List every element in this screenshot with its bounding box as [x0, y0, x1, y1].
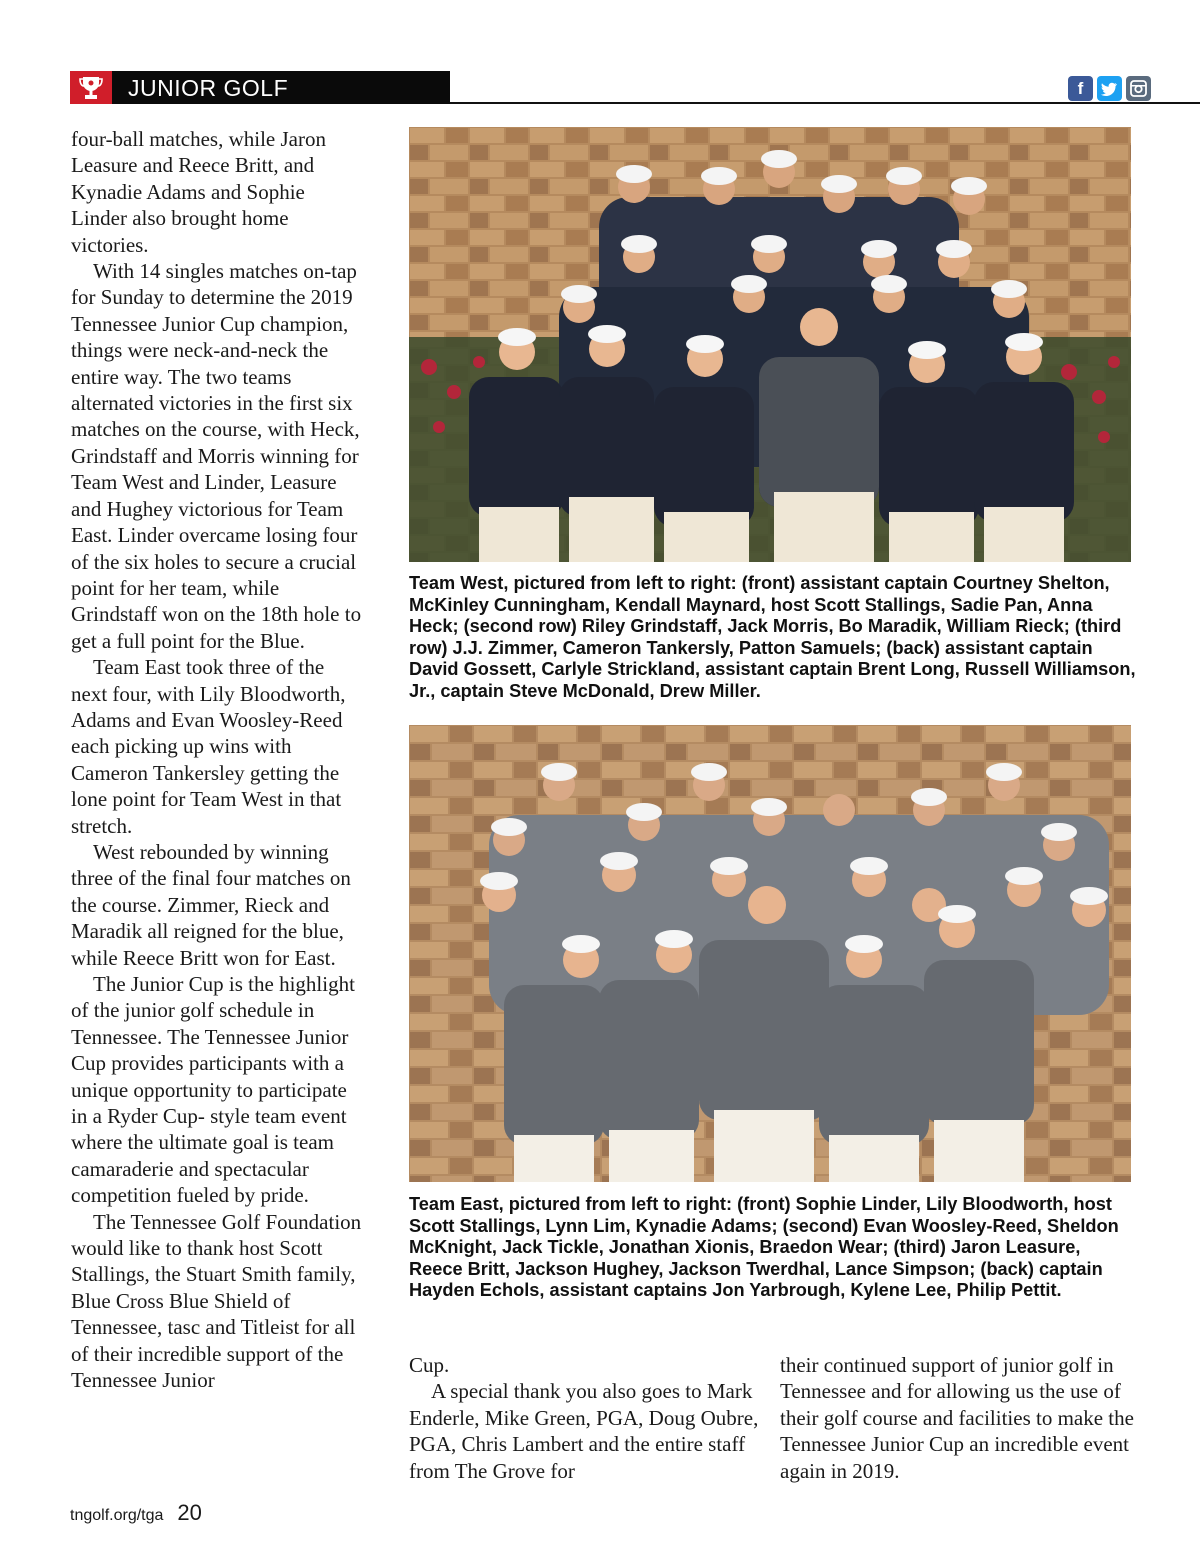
paragraph: West rebounded by winning three of the final four matches on the course. Zimmer, Rieck and Maradik all reigned for the blue, while Reece Britt won for East. — [71, 839, 351, 970]
paragraph: The Junior Cup is the highlight of the junior golf schedule in Tennessee. The Tennessee Junior Cup provides participants with a unique opportunity to participate in a Ryder Cup- style team event where the ultimate goal is team camaraderie and spectacular competition fueled by pride. — [71, 972, 355, 1208]
paragraph: Team East took three of the next four, with Lily Bloodworth, Adams and Evan Woosley-Reed each picking up wins with Cameron Tankersley getting the lone point for Team West in that stretch. — [71, 655, 346, 838]
paragraph: With 14 singles matches on-tap for Sunday to determine the 2019 Tennessee Junior Cup champion, things were neck-and-neck the entire way. The two teams alternated victories in the first six matches on the course, with Heck, Grindstaff and Morris winning for Team West and Linder, Leasure and Hughey victorious for Team East. Linder overcame losing four of the six holes to secure a crucial point for her team, while Grindstaff won on the 18th hole to get a full point for the Blue. — [71, 259, 362, 653]
instagram-icon[interactable] — [1126, 76, 1151, 101]
footer-url[interactable]: tngolf.org/tga — [70, 1507, 164, 1524]
paragraph: their continued support of junior golf in Tennessee and for allowing us the use of their golf course and facilities to make the Tennessee Junior Cup an incredible event again in 2019. — [780, 1353, 1134, 1483]
paragraph: The Tennessee Golf Foundation would like to thank host Scott Stallings, the Stuart Smith family, Blue Cross Blue Shield of Tennessee, tasc and Titleist for all of their incredible support of the Tennessee Junior — [71, 1209, 362, 1393]
header-rule — [450, 102, 1200, 104]
twitter-icon[interactable] — [1097, 76, 1122, 101]
social-links — [1068, 76, 1151, 101]
article-left-column — [71, 126, 363, 1394]
trophy-icon — [70, 71, 112, 104]
page-number: 20 — [177, 1500, 202, 1525]
page-footer — [70, 1500, 202, 1526]
team-west-photo — [409, 127, 1131, 562]
facebook-icon[interactable]: f — [1068, 76, 1093, 101]
paragraph: four-ball matches, while Jaron Leasure and Reece Britt, and Kynadie Adams and Sophie Linder also brought home victories. — [71, 127, 326, 257]
paragraph: Cup. — [409, 1353, 450, 1377]
article-right-column — [780, 1352, 1140, 1484]
team-east-caption: Team East, pictured from left to right: (front) Sophie Linder, Lily Bloodworth, host Scott Stallings, Lynn Lim, Kynadie Adams; (second) Evan Woosley-Reed, Sheldon McKnight, Jack Tickle, Jonathan Xionis, Braedon Wear; (third) Jaron Leasure, Reece Britt, Jackson Hughey, Jackson Twerdhal, Lance Simpson; (back) captain Hayden Echols, assistant captains Jon Yarbrough, Kylene Lee, Philip Pettit. — [409, 1194, 1119, 1301]
team-west-caption: Team West, pictured from left to right: (front) assistant captain Courtney Shelton, McKinley Cunningham, Kendall Maynard, host Scott Stallings, Sadie Pan, Anna Heck; (second row) Riley Grindstaff, Jack Morris, Bo Maradik, William Rieck; (third row) J.J. Zimmer, Cameron Tankersly, Patton Samuels; (back) assistant captain David Gossett, Carlyle Strickland, assistant captain Brent Long, Russell Williamson, Jr., captain Steve McDonald, Drew Miller. — [409, 573, 1136, 701]
team-east-photo — [409, 725, 1131, 1182]
article-middle-column — [409, 1352, 759, 1484]
paragraph: A special thank you also goes to Mark Enderle, Mike Green, PGA, Doug Oubre, PGA, Chris Lambert and the entire staff from The Grove for — [409, 1379, 759, 1483]
section-title: JUNIOR GOLF — [128, 75, 289, 101]
